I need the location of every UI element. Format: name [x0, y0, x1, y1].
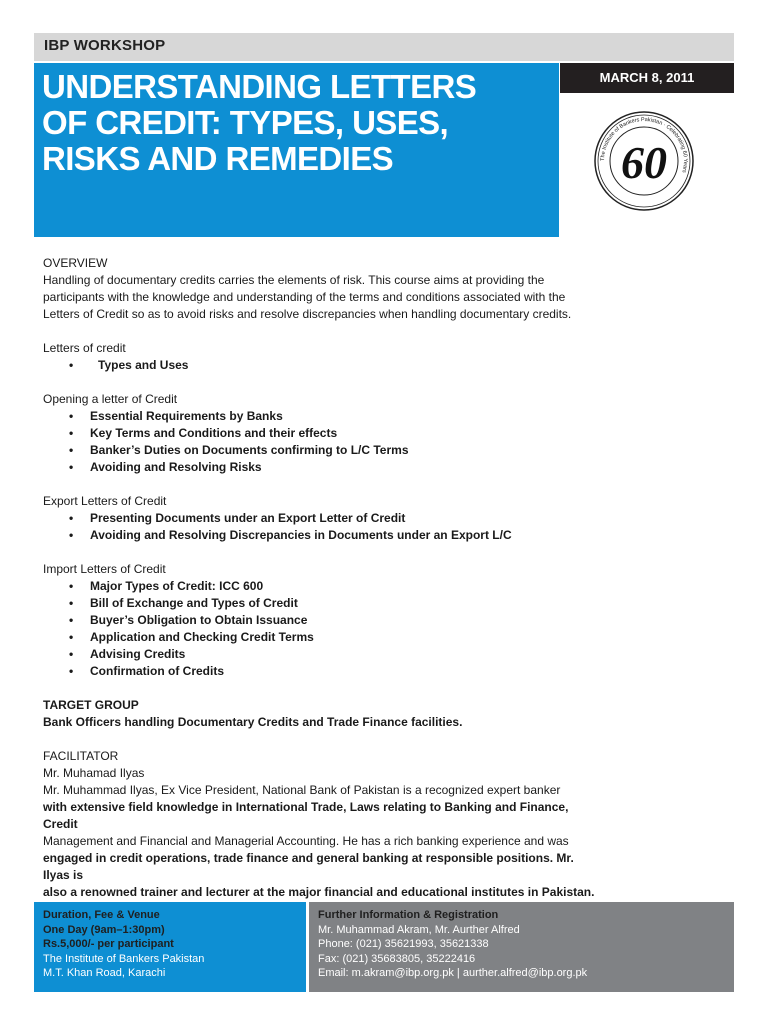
list-item: • Major Types of Credit: ICC 600 — [43, 578, 603, 595]
facilitator-bio-line-3: Management and Financial and Managerial Accounting. He has a rich banking experience and was — [43, 834, 569, 848]
footer-venue-1: The Institute of Bankers Pakistan — [43, 952, 205, 965]
list-item: • Bill of Exchange and Types of Credit — [43, 595, 603, 612]
facilitator-bio-line-5: also a renowned trainer and lecturer at the major financial and educational institutes in Pakistan. — [43, 885, 595, 899]
workshop-label: IBP WORKSHOP — [44, 37, 166, 54]
list-item: • Banker’s Duties on Documents confirming to L/C Terms — [43, 442, 603, 459]
main-content — [43, 255, 603, 901]
footer-phone: Phone: (021) 35621993, 35621338 — [318, 938, 489, 950]
list-item: • Types and Uses — [43, 357, 603, 374]
seal-numeral: 60 — [621, 137, 667, 188]
list-export — [43, 510, 603, 544]
workshop-label-bar — [34, 33, 734, 61]
title-line-1: UNDERSTANDING LETTERS — [42, 68, 477, 105]
section-heading-letters: Letters of credit — [43, 341, 126, 355]
overview-line-3: Letters of Credit so as to avoid risks and resolve discrepancies when handling documentary credits. — [43, 307, 572, 321]
facilitator-heading: FACILITATOR — [43, 749, 119, 763]
list-item: • Buyer’s Obligation to Obtain Issuance — [43, 612, 603, 629]
seal-ring-text: The Institute of Bankers Pakistan · Celebrating 60 Years — [599, 116, 689, 174]
footer-contacts: Mr. Muhammad Akram, Mr. Aurther Alfred — [318, 923, 520, 936]
page-title — [42, 69, 542, 177]
footer-duration-panel — [34, 902, 306, 992]
footer-email[interactable]: Email: m.akram@ibp.org.pk | aurther.alfred@ibp.org.pk — [318, 967, 588, 979]
target-group-text: Bank Officers handling Documentary Credits and Trade Finance facilities. — [43, 715, 463, 729]
facilitator-bio-line-1: Mr. Muhammad Ilyas, Ex Vice President, National Bank of Pakistan is a recognized expert banker — [43, 783, 561, 797]
list-item: • Key Terms and Conditions and their effects — [43, 425, 603, 442]
title-banner — [34, 63, 559, 237]
section-heading-import: Import Letters of Credit — [43, 562, 166, 576]
footer-registration-heading: Further Information & Registration — [318, 909, 499, 921]
footer-duration-heading: Duration, Fee & Venue — [43, 909, 160, 921]
section-heading-opening: Opening a letter of Credit — [43, 392, 178, 406]
footer-fax: Fax: (021) 35683805, 35222416 — [318, 952, 476, 965]
list-import — [43, 578, 603, 680]
event-date: MARCH 8, 2011 — [599, 70, 695, 85]
facilitator-name: Mr. Muhamad Ilyas — [43, 766, 145, 780]
overview-heading: OVERVIEW — [43, 256, 108, 270]
list-item: • Avoiding and Resolving Risks — [43, 459, 603, 476]
target-group-heading: TARGET GROUP — [43, 698, 139, 712]
list-item: • Essential Requirements by Banks — [43, 408, 603, 425]
list-item: • Application and Checking Credit Terms — [43, 629, 603, 646]
overview-line-2: participants with the knowledge and understanding of the terms and conditions associated with the — [43, 290, 566, 304]
list-opening — [43, 408, 603, 476]
overview-line-1: Handling of documentary credits carries the elements of risk. This course aims at providing the — [43, 273, 545, 287]
list-item: • Presenting Documents under an Export Letter of Credit — [43, 510, 603, 527]
date-badge — [560, 63, 734, 93]
facilitator-bio-line-2: with extensive field knowledge in International Trade, Laws relating to Banking and Finance, Credit — [43, 800, 569, 831]
title-line-3: RISKS AND REMEDIES — [42, 140, 394, 177]
footer-duration: One Day (9am–1:30pm) — [43, 923, 165, 936]
section-heading-export: Export Letters of Credit — [43, 494, 167, 508]
list-item: • Avoiding and Resolving Discrepancies in Documents under an Export L/C — [43, 527, 603, 544]
list-item: • Advising Credits — [43, 646, 603, 663]
title-line-2: OF CREDIT: TYPES, USES, — [42, 104, 449, 141]
footer-fee: Rs.5,000/- per participant — [43, 938, 174, 950]
anniversary-seal-logo — [593, 110, 695, 212]
footer-venue-2: M.T. Khan Road, Karachi — [43, 967, 166, 979]
facilitator-bio-line-4: engaged in credit operations, trade finance and general banking at responsible positions. Mr. Ilyas is — [43, 851, 574, 882]
list-letters — [43, 357, 603, 374]
footer-registration-panel — [309, 902, 734, 992]
list-item: • Confirmation of Credits — [43, 663, 603, 680]
